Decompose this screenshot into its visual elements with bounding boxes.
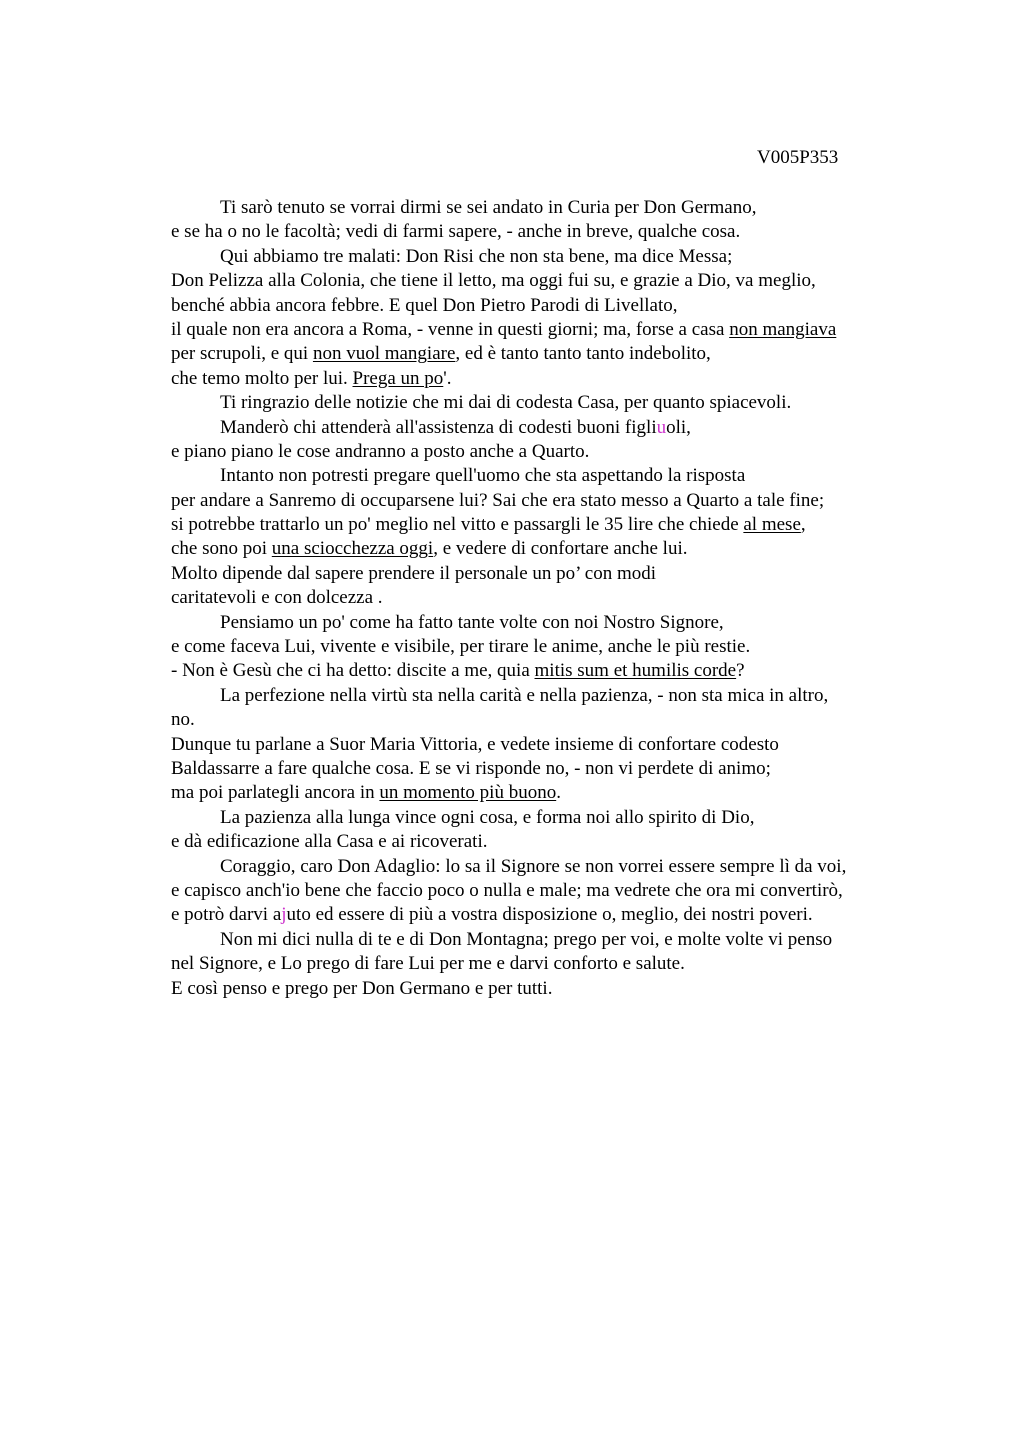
text-segment: E così penso e prego per Don Germano e per tutti. [171,977,553,999]
text-segment: e come faceva Lui, vivente e visibile, per tirare le anime, anche le più restie. [171,636,751,658]
underlined-text: non mangiava [729,318,837,340]
letter-body [171,196,971,1001]
text-segment: Dunque tu parlane a Suor Maria Vittoria, e vedete insieme di confortare codesto [171,733,779,755]
text-segment: ma poi parlategli ancora in [171,782,380,804]
text-segment: , e vedere di confortare anche lui. [433,538,688,560]
text-segment: - Non è Gesù che ci ha detto: discite a me, quia [171,660,535,682]
page-identifier: V005P353 [757,147,839,168]
text-line [171,391,971,415]
text-segment: Non mi dici nulla di te e di Don Montagna; prego per voi, e molte volte vi penso [220,928,833,950]
text-line [171,977,971,1001]
text-segment: Molto dipende dal sapere prendere il personale un po’ con modi [171,562,657,584]
text-line [171,440,971,464]
text-line [171,781,971,805]
text-segment: Manderò chi attenderà all'assistenza di codesti buoni figli [220,416,657,438]
text-segment: ? [736,660,745,682]
text-line [171,294,971,318]
text-segment: si potrebbe trattarlo un po' meglio nel vitto e passargli le 35 lire che chiede [171,514,744,536]
text-line [171,635,971,659]
text-segment: . [556,782,561,804]
underlined-text: una sciocchezza oggi [271,538,434,560]
text-segment: Ti sarò tenuto se vorrai dirmi se sei andato in Curia per Don Germano, [220,197,757,218]
text-line [171,757,971,781]
text-line [171,196,971,220]
text-line [171,659,971,683]
text-line [171,367,971,391]
text-line [171,269,971,293]
text-segment: e dà edificazione alla Casa e ai ricoverati. [171,831,488,853]
text-line [171,684,971,708]
text-line [171,586,971,610]
text-line [171,342,971,366]
text-line [171,879,971,903]
text-segment: che temo molto per lui. [171,367,353,389]
underlined-text: mitis sum et humilis corde [534,660,737,682]
text-segment: benché abbia ancora febbre. E quel Don Pietro Parodi di Livellato, [171,294,678,316]
text-line [171,245,971,269]
underlined-text: un momento più buono [379,782,557,804]
text-line [171,903,971,927]
text-line [171,806,971,830]
text-line [171,928,971,952]
underlined-text: non vuol mangiare [312,343,456,365]
text-line [171,537,971,561]
text-segment: La perfezione nella virtù sta nella carità e nella pazienza, - non sta mica in altro, [220,684,829,706]
text-line [171,318,971,342]
text-line [171,855,971,879]
text-line [171,489,971,513]
text-segment: Qui abbiamo tre malati: Don Risi che non sta bene, ma dice Messa; [220,245,733,267]
text-segment: e piano piano le cose andranno a posto anche a Quarto. [171,440,590,462]
text-segment: Baldassarre a fare qualche cosa. E se vi risponde no, - non vi perdete di animo; [171,757,771,779]
text-segment: nel Signore, e Lo prego di fare Lui per me e darvi conforto e salute. [171,953,685,975]
text-segment: e capisco anch'io bene che faccio poco o nulla e male; ma vedrete che ora mi convertirò, [171,879,843,901]
text-segment: uto ed essere di più a vostra disposizione o, meglio, dei nostri poveri. [286,904,813,926]
text-line [171,464,971,488]
text-line [171,611,971,635]
highlighted-letter: u [656,416,667,438]
text-segment: Ti ringrazio delle notizie che mi dai di codesta Casa, per quanto spiacevoli. [220,392,792,414]
text-segment: , [800,514,806,536]
text-line [171,708,971,732]
underlined-text: al mese [743,514,801,536]
highlighted-letter: j [281,904,287,926]
text-segment: e se ha o no le facoltà; vedi di farmi sapere, - anche in breve, qualche cosa. [171,221,741,243]
text-line [171,952,971,976]
text-segment: caritatevoli e con dolcezza . [171,587,383,609]
text-segment: Pensiamo un po' come ha fatto tante volte con noi Nostro Signore, [220,611,724,633]
text-segment: La pazienza alla lunga vince ogni cosa, e forma noi allo spirito di Dio, [220,806,755,828]
text-segment: oli, [666,416,691,438]
text-line [171,513,971,537]
text-segment: il quale non era ancora a Roma, - venne in questi giorni; ma, forse a casa [171,318,730,340]
text-segment: e potrò darvi a [171,904,282,926]
text-line [171,562,971,586]
text-segment: Don Pelizza alla Colonia, che tiene il letto, ma oggi fui su, e grazie a Dio, va meglio, [171,270,816,292]
text-line [171,830,971,854]
text-line [171,220,971,244]
text-line [171,416,971,440]
text-segment: no. [171,709,195,731]
text-segment: per scrupoli, e qui [171,343,313,365]
text-segment: Coraggio, caro Don Adaglio: lo sa il Signore se non vorrei essere sempre lì da voi, [220,855,847,877]
text-segment: '. [443,367,452,389]
text-segment: Intanto non potresti pregare quell'uomo che sta aspettando la risposta [220,465,746,487]
text-segment: per andare a Sanremo di occuparsene lui? Sai che era stato messo a Quarto a tale fine; [171,489,825,511]
text-segment: , ed è tanto tanto tanto indebolito, [455,343,711,365]
text-line [171,733,971,757]
text-segment: che sono poi [171,538,272,560]
underlined-text: Prega un po [352,367,444,389]
